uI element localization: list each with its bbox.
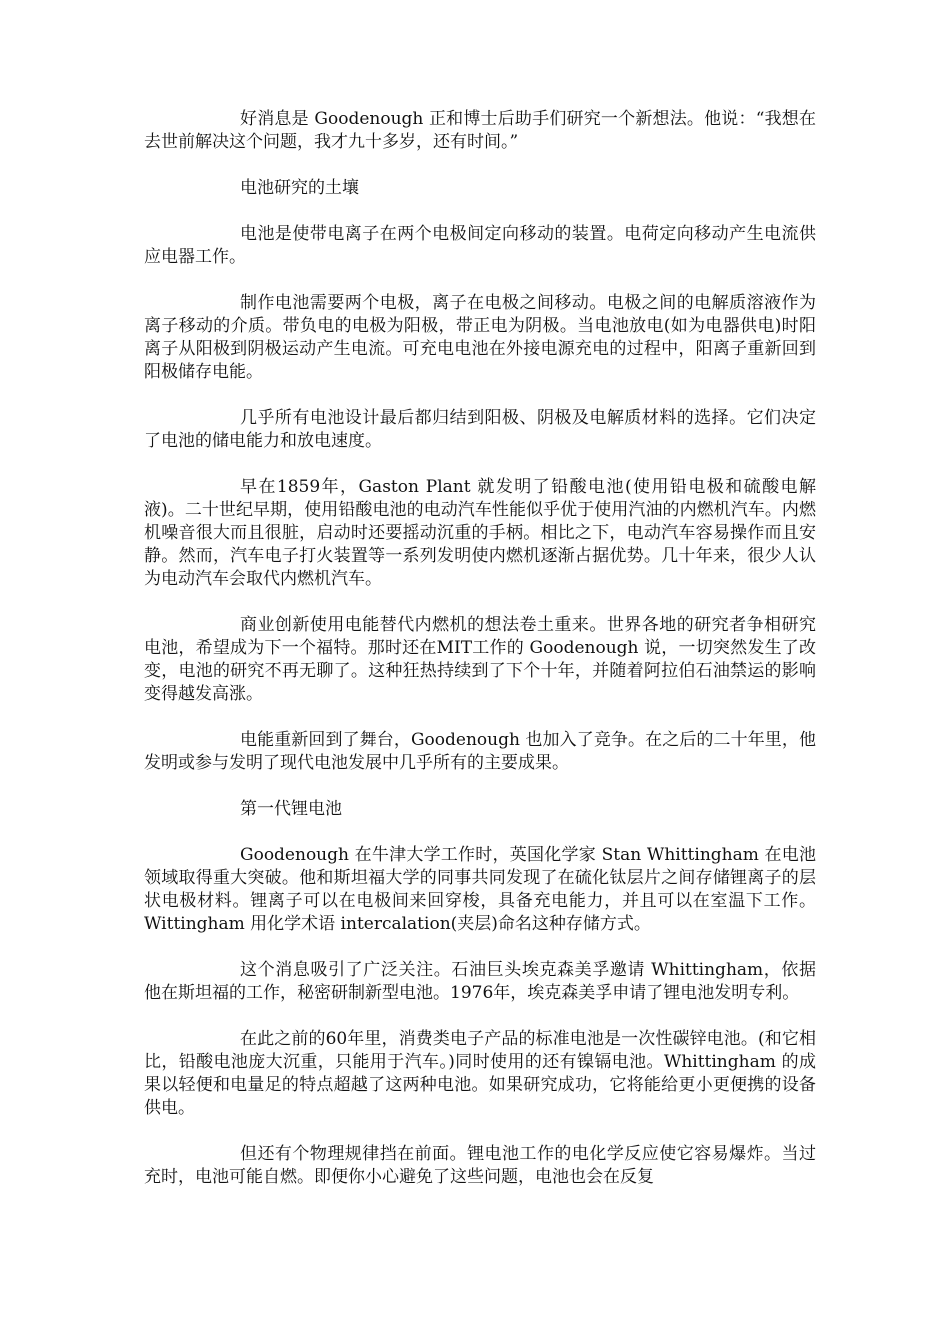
document-body xyxy=(144,108,816,1189)
paragraph-lead-acid-history: 早在1859年，Gaston Plant 就发明了铅酸电池(使用铅电极和硫酸电解液)。二十世纪早期，使用铅酸电池的电动汽车性能似乎优于使用汽油的内燃机汽车。内燃机噪音很大而且很脏，启动时还要摇动沉重的手柄。相比之下，电动汽车容易操作而且安静。然而，汽车电子打火装置等一系列发明使内燃机逐渐占据优势。几十年来，很少人认为电动汽车会取代内燃机汽车。 xyxy=(144,477,816,589)
section-heading-battery-research: 电池研究的土壤 xyxy=(240,178,359,198)
paragraph-electrodes: 制作电池需要两个电极，离子在电极之间移动。电极之间的电解质溶液作为离子移动的介质。带负电的电极为阳极，带正电为阴极。当电池放电(如为电器供电)时阳离子从阳极到阴极运动产生电流。可充电电池在外接电源充电的过程中，阳离子重新回到阳极储存电能。 xyxy=(144,293,816,382)
section-heading-first-lithium: 第一代锂电池 xyxy=(240,799,342,819)
paragraph-good-news: 好消息是 Goodenough 正和博士后助手们研究一个新想法。他说：“我想在去世前解决这个问题，我才九十多岁，还有时间。” xyxy=(144,109,816,152)
paragraph-materials: 几乎所有电池设计最后都归结到阳极、阴极及电解质材料的选择。它们决定了电池的储电能力和放电速度。 xyxy=(144,408,816,451)
paragraph-exxon: 这个消息吸引了广泛关注。石油巨头埃克森美孚邀请 Whittingham，依据他在斯坦福的工作，秘密研制新型电池。1976年，埃克森美孚申请了锂电池发明专利。 xyxy=(144,960,816,1003)
paragraph-goodenough-joins: 电能重新回到了舞台，Goodenough 也加入了竞争。在之后的二十年里，他发明或参与发明了现代电池发展中几乎所有的主要成果。 xyxy=(144,730,816,773)
paragraph-physics-obstacle: 但还有个物理规律挡在前面。锂电池工作的电化学反应使它容易爆炸。当过充时，电池可能自燃。即便你小心避免了这些问题，电池也会在反复 xyxy=(144,1144,816,1187)
paragraph-consumer-batteries: 在此之前的60年里，消费类电子产品的标准电池是一次性碳锌电池。(和它相比，铅酸电池庞大沉重，只能用于汽车。)同时使用的还有镍镉电池。Whittingham 的成果以轻便和电量足的特点超越了这两种电池。如果研究成功，它将能给更小更便携的设备供电。 xyxy=(144,1029,816,1118)
paragraph-whittingham-breakthrough: Goodenough 在牛津大学工作时，英国化学家 Stan Whittingham 在电池领域取得重大突破。他和斯坦福大学的同事共同发现了在硫化钛层片之间存储锂离子的层状电极材料。锂离子可以在电极间来回穿梭，具备充电能力，并且可以在室温下工作。Wittingham 用化学术语 intercalation(夹层)命名这种存储方式。 xyxy=(144,845,816,934)
paragraph-commercial-innovation: 商业创新使用电能替代内燃机的想法卷土重来。世界各地的研究者争相研究电池，希望成为下一个福特。那时还在MIT工作的 Goodenough 说，一切突然发生了改变，电池的研究不再无聊了。这种狂热持续到了下个十年，并随着阿拉伯石油禁运的影响变得越发高涨。 xyxy=(144,615,816,704)
paragraph-battery-definition: 电池是使带电离子在两个电极间定向移动的装置。电荷定向移动产生电流供应电器工作。 xyxy=(144,224,816,267)
